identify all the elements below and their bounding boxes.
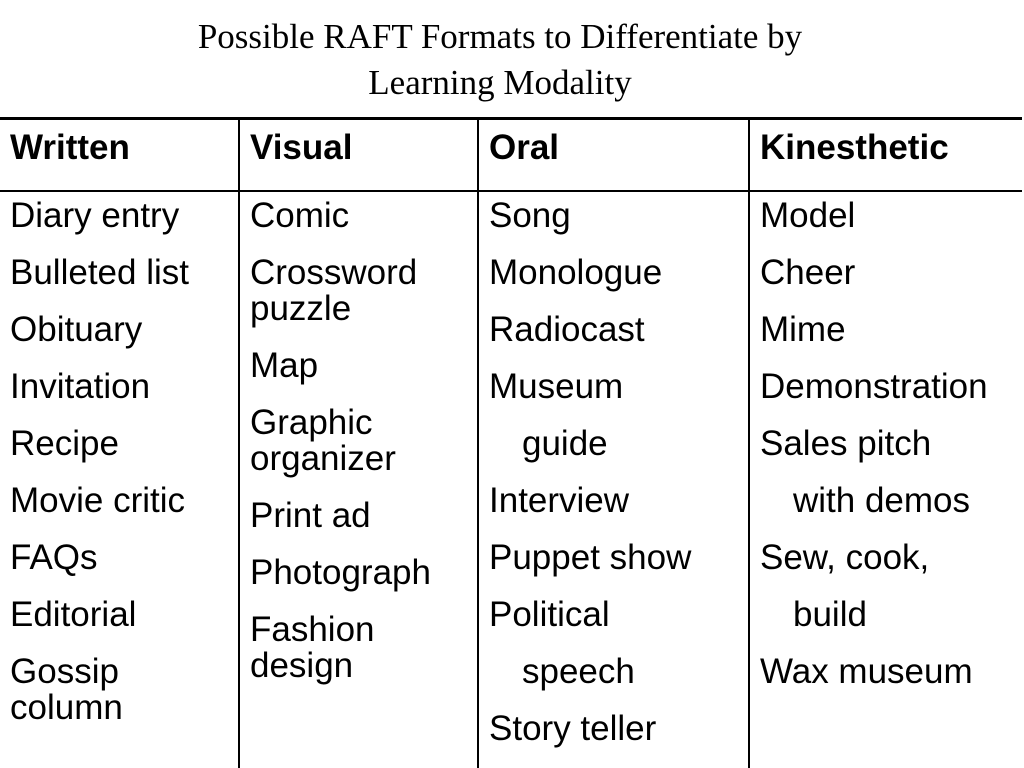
list-item-text: Comic xyxy=(250,195,350,235)
list-item xyxy=(250,609,477,685)
header-kinesthetic: Kinesthetic xyxy=(749,119,1022,191)
list-item-text: Wax museum xyxy=(760,651,973,691)
table-header-row xyxy=(0,119,1022,191)
list-item xyxy=(760,195,1022,235)
list-item-text: build xyxy=(793,594,867,634)
list-item-text: column xyxy=(10,687,123,727)
list-item-text: Interview xyxy=(489,480,630,520)
list-item xyxy=(489,309,748,349)
list-item xyxy=(250,552,477,592)
list-item xyxy=(10,537,238,577)
list-item xyxy=(489,537,748,577)
list-item-text: FAQs xyxy=(10,537,98,577)
list-item xyxy=(250,495,477,535)
list-item-text: Print ad xyxy=(250,495,371,535)
list-item xyxy=(489,423,748,463)
list-item xyxy=(250,402,477,478)
list-item xyxy=(250,345,477,385)
list-item-text: Graphic xyxy=(250,402,373,442)
list-item xyxy=(760,651,1022,691)
header-visual: Visual xyxy=(239,119,478,191)
list-item-text: Radiocast xyxy=(489,309,645,349)
list-item xyxy=(10,651,238,727)
list-item-text: Gossip xyxy=(10,651,119,691)
slide-title xyxy=(0,14,1000,106)
list-item-text: with demos xyxy=(793,480,971,520)
list-item-text: Movie critic xyxy=(10,480,186,520)
list-item xyxy=(760,252,1022,292)
list-item xyxy=(10,309,238,349)
list-item xyxy=(250,252,477,328)
cell-kinesthetic xyxy=(749,191,1022,768)
list-item-text: puzzle xyxy=(250,288,352,328)
header-written: Written xyxy=(0,119,239,191)
list-item-text: Sales pitch xyxy=(760,423,932,463)
list-item xyxy=(10,195,238,235)
list-item xyxy=(489,708,748,748)
list-item-text: Recipe xyxy=(10,423,119,463)
list-item xyxy=(10,252,238,292)
list-item-text: guide xyxy=(522,423,608,463)
list-item xyxy=(10,594,238,634)
list-item xyxy=(760,366,1022,406)
list-item-text: Puppet show xyxy=(489,537,692,577)
header-oral: Oral xyxy=(478,119,749,191)
list-item-text: Obituary xyxy=(10,309,143,349)
list-item xyxy=(489,252,748,292)
list-item-text: Photograph xyxy=(250,552,431,592)
list-item-text: Song xyxy=(489,195,571,235)
title-line-2: Learning Modality xyxy=(368,63,632,102)
list-item xyxy=(10,480,238,520)
list-item-text: Monologue xyxy=(489,252,663,292)
list-item xyxy=(489,195,748,235)
list-item xyxy=(10,366,238,406)
list-item xyxy=(489,651,748,691)
list-item xyxy=(760,480,1022,520)
list-item xyxy=(760,309,1022,349)
raft-formats-table xyxy=(0,117,1022,768)
cell-oral xyxy=(478,191,749,768)
list-item-text: speech xyxy=(522,651,635,691)
list-item xyxy=(489,594,748,634)
list-item-text: Map xyxy=(250,345,319,385)
list-item-text: Bulleted list xyxy=(10,252,189,292)
list-item-text: Story teller xyxy=(489,708,657,748)
list-item-text: Diary entry xyxy=(10,195,180,235)
list-item-text: Editorial xyxy=(10,594,137,634)
cell-written xyxy=(0,191,239,768)
list-item xyxy=(760,594,1022,634)
list-item xyxy=(250,195,477,235)
list-item-text: Museum xyxy=(489,366,624,406)
list-item-text: Invitation xyxy=(10,366,151,406)
list-item-text: Political xyxy=(489,594,610,634)
list-item xyxy=(760,537,1022,577)
title-line-1: Possible RAFT Formats to Differentiate by xyxy=(197,17,803,56)
list-item-text: Mime xyxy=(760,309,846,349)
list-item-text: organizer xyxy=(250,438,396,478)
list-item-text: Crossword xyxy=(250,252,418,292)
table-row xyxy=(0,191,1022,768)
cell-visual xyxy=(239,191,478,768)
list-item-text: design xyxy=(250,645,354,685)
list-item-text: Model xyxy=(760,195,856,235)
list-item-text: Demonstration xyxy=(760,366,988,406)
list-item-text: Fashion xyxy=(250,609,375,649)
list-item-text: Cheer xyxy=(760,252,856,292)
list-item xyxy=(760,423,1022,463)
list-item xyxy=(10,423,238,463)
list-item-text: Sew, cook, xyxy=(760,537,930,577)
list-item xyxy=(489,366,748,406)
list-item xyxy=(489,480,748,520)
